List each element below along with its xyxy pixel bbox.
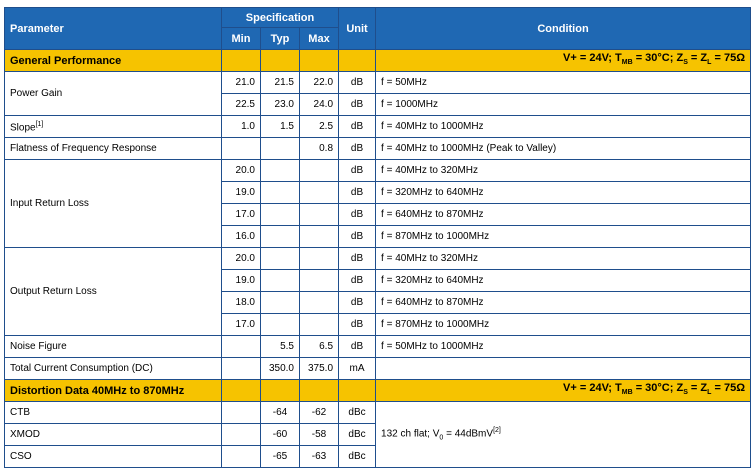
footnote-ref: [1] [35, 120, 44, 128]
unit-value: dBc [339, 424, 376, 446]
condition-value: f = 870MHz to 1000MHz [376, 314, 751, 336]
table-row [5, 138, 751, 160]
section-condition: V+ = 24V; $T_{MB} = 30^\circ C$; $Z_S = Z_L = 75\Omega$ [376, 50, 751, 72]
max-value [300, 160, 339, 182]
min-value: 21.0 [222, 72, 261, 94]
header-condition: Condition [376, 8, 751, 50]
typ-value: 350.0 [261, 358, 300, 380]
typ-value: -60 [261, 424, 300, 446]
min-value [222, 336, 261, 358]
typ-value: 23.0 [261, 94, 300, 116]
typ-value [261, 226, 300, 248]
max-value [300, 204, 339, 226]
max-value: 6.5 [300, 336, 339, 358]
unit-value: dB [339, 226, 376, 248]
section-condition: V+ = 24V; $T_{MB} = 30^\circ C$; $Z_S = Z_L = 75\Omega$ [376, 380, 751, 402]
min-value [222, 402, 261, 424]
unit-value: dB [339, 204, 376, 226]
unit-value: dB [339, 292, 376, 314]
min-value: 20.0 [222, 160, 261, 182]
typ-value [261, 182, 300, 204]
param-power-gain: Power Gain [5, 72, 222, 116]
unit-value: dB [339, 94, 376, 116]
unit-value: dB [339, 116, 376, 138]
condition-value: f = 40MHz to 320MHz [376, 160, 751, 182]
header-min: Min [222, 28, 261, 50]
typ-value: -64 [261, 402, 300, 424]
max-value: -63 [300, 446, 339, 468]
unit-value: dB [339, 182, 376, 204]
param-slope: Slope[1] [5, 116, 222, 138]
section-distortion-data [5, 380, 751, 402]
max-value: 2.5 [300, 116, 339, 138]
min-value: 1.0 [222, 116, 261, 138]
max-value: 24.0 [300, 94, 339, 116]
section-title: General Performance [5, 50, 222, 72]
max-value: -62 [300, 402, 339, 424]
typ-value [261, 314, 300, 336]
footnote-ref: [2] [493, 426, 501, 434]
unit-value: dB [339, 248, 376, 270]
min-value: 22.5 [222, 94, 261, 116]
table-row [5, 358, 751, 380]
unit-value: dB [339, 138, 376, 160]
typ-value [261, 160, 300, 182]
typ-value: -65 [261, 446, 300, 468]
min-value [222, 358, 261, 380]
min-value: 16.0 [222, 226, 261, 248]
min-value: 18.0 [222, 292, 261, 314]
condition-value: f = 50MHz to 1000MHz [376, 336, 751, 358]
typ-value [261, 204, 300, 226]
condition-value: 132 ch flat; $V_0$ = 44dBmV[2] [376, 402, 751, 468]
min-value: 17.0 [222, 314, 261, 336]
header-max: Max [300, 28, 339, 50]
unit-value: dBc [339, 402, 376, 424]
table-row [5, 116, 751, 138]
table-row [5, 248, 751, 270]
typ-value: 5.5 [261, 336, 300, 358]
max-value [300, 182, 339, 204]
min-value: 19.0 [222, 182, 261, 204]
typ-value [261, 138, 300, 160]
max-value [300, 270, 339, 292]
unit-value: dB [339, 160, 376, 182]
unit-value: dB [339, 270, 376, 292]
min-value: 19.0 [222, 270, 261, 292]
typ-value [261, 292, 300, 314]
max-value: 22.0 [300, 72, 339, 94]
min-value: 20.0 [222, 248, 261, 270]
param-cso: CSO [5, 446, 222, 468]
unit-value: dB [339, 336, 376, 358]
unit-value: dBc [339, 446, 376, 468]
unit-value: dB [339, 314, 376, 336]
section-general-performance [5, 50, 751, 72]
table-row [5, 72, 751, 94]
table-row [5, 160, 751, 182]
header-parameter: Parameter [5, 8, 222, 50]
max-value: 0.8 [300, 138, 339, 160]
param-total-current: Total Current Consumption (DC) [5, 358, 222, 380]
section-title: Distortion Data 40MHz to 870MHz [5, 380, 222, 402]
min-value [222, 424, 261, 446]
condition-value: f = 320MHz to 640MHz [376, 270, 751, 292]
min-value [222, 138, 261, 160]
table-row [5, 336, 751, 358]
condition-value: f = 40MHz to 1000MHz (Peak to Valley) [376, 138, 751, 160]
condition-value: f = 870MHz to 1000MHz [376, 226, 751, 248]
condition-value: f = 50MHz [376, 72, 751, 94]
unit-value: mA [339, 358, 376, 380]
specification-table [4, 7, 751, 468]
param-ctb: CTB [5, 402, 222, 424]
condition-value: f = 640MHz to 870MHz [376, 204, 751, 226]
typ-value: 1.5 [261, 116, 300, 138]
min-value [222, 446, 261, 468]
min-value: 17.0 [222, 204, 261, 226]
header-unit: Unit [339, 8, 376, 50]
condition-value: f = 1000MHz [376, 94, 751, 116]
unit-value: dB [339, 72, 376, 94]
typ-value: 21.5 [261, 72, 300, 94]
param-input-return-loss: Input Return Loss [5, 160, 222, 248]
max-value: 375.0 [300, 358, 339, 380]
condition-value: f = 640MHz to 870MHz [376, 292, 751, 314]
param-output-return-loss: Output Return Loss [5, 248, 222, 336]
table-row [5, 402, 751, 424]
typ-value [261, 270, 300, 292]
max-value: -58 [300, 424, 339, 446]
condition-value: f = 40MHz to 1000MHz [376, 116, 751, 138]
typ-value [261, 248, 300, 270]
max-value [300, 226, 339, 248]
condition-value [376, 358, 751, 380]
max-value [300, 292, 339, 314]
condition-value: f = 40MHz to 320MHz [376, 248, 751, 270]
condition-value: f = 320MHz to 640MHz [376, 182, 751, 204]
header-typ: Typ [261, 28, 300, 50]
param-flatness: Flatness of Frequency Response [5, 138, 222, 160]
max-value [300, 314, 339, 336]
param-noise-figure: Noise Figure [5, 336, 222, 358]
param-xmod: XMOD [5, 424, 222, 446]
max-value [300, 248, 339, 270]
header-specification: Specification [222, 8, 339, 28]
